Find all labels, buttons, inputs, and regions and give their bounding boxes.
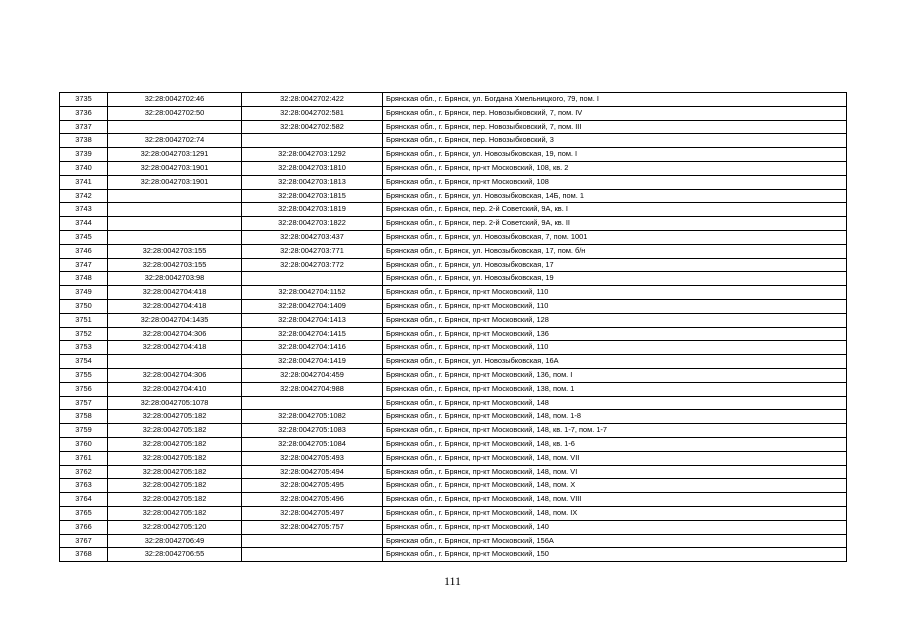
cadastral-number-cell: 32:28:0042705:182 xyxy=(108,493,242,507)
cadastral-number-2-cell: 32:28:0042703:772 xyxy=(242,258,383,272)
table-row xyxy=(60,368,847,382)
cadastral-number-2-cell: 32:28:0042705:1082 xyxy=(242,410,383,424)
row-number-cell: 3754 xyxy=(60,355,108,369)
table-row xyxy=(60,175,847,189)
table-row xyxy=(60,355,847,369)
address-cell: Брянская обл., г. Брянск, пр-кт Московский, 148, пом. 1-8 xyxy=(383,410,847,424)
cadastral-number-cell: 32:28:0042704:306 xyxy=(108,327,242,341)
cadastral-number-cell: 32:28:0042705:182 xyxy=(108,465,242,479)
row-number-cell: 3753 xyxy=(60,341,108,355)
table-row xyxy=(60,479,847,493)
address-cell: Брянская обл., г. Брянск, пр-кт Московский, 148, пом. IX xyxy=(383,506,847,520)
address-cell: Брянская обл., г. Брянск, пр-кт Московский, 148, кв. 1-7, пом. 1-7 xyxy=(383,424,847,438)
table-row xyxy=(60,451,847,465)
address-cell: Брянская обл., г. Брянск, пр-кт Московский, 148, пом. X xyxy=(383,479,847,493)
cadastral-number-cell: 32:28:0042703:155 xyxy=(108,244,242,258)
cadastral-number-2-cell: 32:28:0042704:988 xyxy=(242,382,383,396)
cadastral-number-2-cell xyxy=(242,534,383,548)
address-cell: Брянская обл., г. Брянск, пер. 2-й Советский, 9А, кв. I xyxy=(383,203,847,217)
cadastral-number-cell xyxy=(108,203,242,217)
table-row xyxy=(60,148,847,162)
cadastral-number-2-cell xyxy=(242,272,383,286)
address-cell: Брянская обл., г. Брянск, ул. Новозыбковская, 14Б, пом. 1 xyxy=(383,189,847,203)
address-cell: Брянская обл., г. Брянск, ул. Богдана Хмельницкого, 79, пом. I xyxy=(383,93,847,107)
address-cell: Брянская обл., г. Брянск, пр-кт Московский, 108 xyxy=(383,175,847,189)
cadastral-number-cell: 32:28:0042702:74 xyxy=(108,134,242,148)
cadastral-number-cell: 32:28:0042705:182 xyxy=(108,479,242,493)
cadastral-number-2-cell: 32:28:0042704:1413 xyxy=(242,313,383,327)
row-number-cell: 3735 xyxy=(60,93,108,107)
row-number-cell: 3742 xyxy=(60,189,108,203)
cadastral-number-cell: 32:28:0042704:306 xyxy=(108,368,242,382)
table-row xyxy=(60,286,847,300)
cadastral-number-cell: 32:28:0042703:1901 xyxy=(108,161,242,175)
row-number-cell: 3739 xyxy=(60,148,108,162)
row-number-cell: 3766 xyxy=(60,520,108,534)
cadastral-number-cell: 32:28:0042704:418 xyxy=(108,341,242,355)
table-body xyxy=(60,93,847,562)
address-cell: Брянская обл., г. Брянск, ул. Новозыбковская, 17, пом. б/н xyxy=(383,244,847,258)
page-number: 111 xyxy=(443,574,462,588)
row-number-cell: 3745 xyxy=(60,230,108,244)
cadastral-number-2-cell: 32:28:0042704:1152 xyxy=(242,286,383,300)
row-number-cell: 3752 xyxy=(60,327,108,341)
row-number-cell: 3761 xyxy=(60,451,108,465)
cadastral-number-2-cell: 32:28:0042704:1409 xyxy=(242,299,383,313)
cadastral-number-cell: 32:28:0042702:46 xyxy=(108,93,242,107)
row-number-cell: 3759 xyxy=(60,424,108,438)
property-table xyxy=(59,92,847,562)
address-cell: Брянская обл., г. Брянск, пр-кт Московский, 128 xyxy=(383,313,847,327)
table-row xyxy=(60,189,847,203)
cadastral-number-cell: 32:28:0042704:410 xyxy=(108,382,242,396)
address-cell: Брянская обл., г. Брянск, пр-кт Московский, 110 xyxy=(383,341,847,355)
address-cell: Брянская обл., г. Брянск, пр-кт Московский, 148 xyxy=(383,396,847,410)
row-number-cell: 3741 xyxy=(60,175,108,189)
address-cell: Брянская обл., г. Брянск, пр-кт Московский, 150 xyxy=(383,548,847,562)
cadastral-number-cell: 32:28:0042705:182 xyxy=(108,451,242,465)
cadastral-number-cell: 32:28:0042705:182 xyxy=(108,410,242,424)
cadastral-number-2-cell: 32:28:0042705:497 xyxy=(242,506,383,520)
table-row xyxy=(60,382,847,396)
cadastral-number-cell xyxy=(108,230,242,244)
table-row xyxy=(60,506,847,520)
row-number-cell: 3763 xyxy=(60,479,108,493)
cadastral-number-2-cell xyxy=(242,134,383,148)
address-cell: Брянская обл., г. Брянск, пер. Новозыбковский, 7, пом. IV xyxy=(383,106,847,120)
row-number-cell: 3757 xyxy=(60,396,108,410)
address-cell: Брянская обл., г. Брянск, ул. Новозыбковская, 19 xyxy=(383,272,847,286)
address-cell: Брянская обл., г. Брянск, ул. Новозыбковская, 7, пом. 1001 xyxy=(383,230,847,244)
cadastral-number-cell: 32:28:0042704:418 xyxy=(108,286,242,300)
address-cell: Брянская обл., г. Брянск, ул. Новозыбковская, 17 xyxy=(383,258,847,272)
cadastral-number-cell: 32:28:0042705:120 xyxy=(108,520,242,534)
cadastral-number-2-cell: 32:28:0042705:1084 xyxy=(242,437,383,451)
table-row xyxy=(60,327,847,341)
address-cell: Брянская обл., г. Брянск, пр-кт Московский, 138, пом. 1 xyxy=(383,382,847,396)
row-number-cell: 3748 xyxy=(60,272,108,286)
cadastral-number-cell xyxy=(108,217,242,231)
cadastral-number-cell: 32:28:0042704:418 xyxy=(108,299,242,313)
row-number-cell: 3768 xyxy=(60,548,108,562)
address-cell: Брянская обл., г. Брянск, пр-кт Московский, 110 xyxy=(383,299,847,313)
table-row xyxy=(60,437,847,451)
address-cell: Брянская обл., г. Брянск, ул. Новозыбковская, 16А xyxy=(383,355,847,369)
cadastral-number-cell: 32:28:0042703:98 xyxy=(108,272,242,286)
table-row xyxy=(60,410,847,424)
address-cell: Брянская обл., г. Брянск, пр-кт Московский, 136 xyxy=(383,327,847,341)
row-number-cell: 3740 xyxy=(60,161,108,175)
address-cell: Брянская обл., г. Брянск, пр-кт Московский, 148, пом. VIII xyxy=(383,493,847,507)
cadastral-number-2-cell: 32:28:0042704:1419 xyxy=(242,355,383,369)
cadastral-number-cell: 32:28:0042704:1435 xyxy=(108,313,242,327)
cadastral-number-2-cell: 32:28:0042703:1292 xyxy=(242,148,383,162)
cadastral-number-cell: 32:28:0042705:182 xyxy=(108,424,242,438)
row-number-cell: 3755 xyxy=(60,368,108,382)
cadastral-number-2-cell: 32:28:0042703:1819 xyxy=(242,203,383,217)
row-number-cell: 3751 xyxy=(60,313,108,327)
cadastral-number-2-cell: 32:28:0042703:1815 xyxy=(242,189,383,203)
table-row xyxy=(60,465,847,479)
table-row xyxy=(60,258,847,272)
cadastral-number-2-cell: 32:28:0042702:581 xyxy=(242,106,383,120)
cadastral-number-cell: 32:28:0042703:1291 xyxy=(108,148,242,162)
cadastral-number-cell xyxy=(108,189,242,203)
cadastral-number-cell xyxy=(108,120,242,134)
row-number-cell: 3749 xyxy=(60,286,108,300)
cadastral-number-2-cell: 32:28:0042705:496 xyxy=(242,493,383,507)
address-cell: Брянская обл., г. Брянск, пр-кт Московский, 148, пом. VI xyxy=(383,465,847,479)
address-cell: Брянская обл., г. Брянск, ул. Новозыбковская, 19, пом. I xyxy=(383,148,847,162)
cadastral-number-2-cell: 32:28:0042704:1415 xyxy=(242,327,383,341)
address-cell: Брянская обл., г. Брянск, пр-кт Московский, 136, пом. I xyxy=(383,368,847,382)
cadastral-number-2-cell: 32:28:0042703:437 xyxy=(242,230,383,244)
table-row xyxy=(60,244,847,258)
table-row xyxy=(60,203,847,217)
table-row xyxy=(60,134,847,148)
address-cell: Брянская обл., г. Брянск, пер. 2-й Советский, 9А, кв. II xyxy=(383,217,847,231)
row-number-cell: 3764 xyxy=(60,493,108,507)
cadastral-number-2-cell xyxy=(242,396,383,410)
table-row xyxy=(60,313,847,327)
table-row xyxy=(60,272,847,286)
table-row xyxy=(60,534,847,548)
cadastral-number-cell: 32:28:0042703:1901 xyxy=(108,175,242,189)
address-cell: Брянская обл., г. Брянск, пр-кт Московский, 140 xyxy=(383,520,847,534)
row-number-cell: 3738 xyxy=(60,134,108,148)
row-number-cell: 3762 xyxy=(60,465,108,479)
table-row xyxy=(60,93,847,107)
table-row xyxy=(60,161,847,175)
cadastral-number-2-cell: 32:28:0042703:1813 xyxy=(242,175,383,189)
table-row xyxy=(60,493,847,507)
table-row xyxy=(60,230,847,244)
address-cell: Брянская обл., г. Брянск, пр-кт Московский, 110 xyxy=(383,286,847,300)
row-number-cell: 3736 xyxy=(60,106,108,120)
address-cell: Брянская обл., г. Брянск, пр-кт Московский, 108, кв. 2 xyxy=(383,161,847,175)
table-row xyxy=(60,299,847,313)
cadastral-number-cell xyxy=(108,355,242,369)
cadastral-number-2-cell: 32:28:0042705:495 xyxy=(242,479,383,493)
table-row xyxy=(60,341,847,355)
cadastral-number-cell: 32:28:0042705:182 xyxy=(108,437,242,451)
table-row xyxy=(60,120,847,134)
cadastral-number-cell: 32:28:0042706:49 xyxy=(108,534,242,548)
row-number-cell: 3765 xyxy=(60,506,108,520)
table-row xyxy=(60,106,847,120)
cadastral-number-2-cell: 32:28:0042705:1083 xyxy=(242,424,383,438)
row-number-cell: 3747 xyxy=(60,258,108,272)
cadastral-number-cell: 32:28:0042703:155 xyxy=(108,258,242,272)
cadastral-number-2-cell: 32:28:0042705:494 xyxy=(242,465,383,479)
row-number-cell: 3758 xyxy=(60,410,108,424)
cadastral-number-2-cell xyxy=(242,548,383,562)
cadastral-number-cell: 32:28:0042705:1078 xyxy=(108,396,242,410)
cadastral-number-2-cell: 32:28:0042703:1810 xyxy=(242,161,383,175)
cadastral-number-2-cell: 32:28:0042705:493 xyxy=(242,451,383,465)
address-cell: Брянская обл., г. Брянск, пр-кт Московский, 156А xyxy=(383,534,847,548)
cadastral-number-2-cell: 32:28:0042703:771 xyxy=(242,244,383,258)
cadastral-number-2-cell: 32:28:0042703:1822 xyxy=(242,217,383,231)
cadastral-number-cell: 32:28:0042706:55 xyxy=(108,548,242,562)
row-number-cell: 3744 xyxy=(60,217,108,231)
cadastral-number-2-cell: 32:28:0042704:1416 xyxy=(242,341,383,355)
cadastral-number-cell: 32:28:0042702:50 xyxy=(108,106,242,120)
row-number-cell: 3737 xyxy=(60,120,108,134)
cadastral-number-2-cell: 32:28:0042702:422 xyxy=(242,93,383,107)
cadastral-number-2-cell: 32:28:0042704:459 xyxy=(242,368,383,382)
row-number-cell: 3756 xyxy=(60,382,108,396)
cadastral-number-2-cell: 32:28:0042705:757 xyxy=(242,520,383,534)
table-row xyxy=(60,217,847,231)
row-number-cell: 3746 xyxy=(60,244,108,258)
table-row xyxy=(60,548,847,562)
table-row xyxy=(60,424,847,438)
address-cell: Брянская обл., г. Брянск, пер. Новозыбковский, 7, пом. III xyxy=(383,120,847,134)
cadastral-number-cell: 32:28:0042705:182 xyxy=(108,506,242,520)
table-row xyxy=(60,520,847,534)
row-number-cell: 3760 xyxy=(60,437,108,451)
row-number-cell: 3767 xyxy=(60,534,108,548)
table-row xyxy=(60,396,847,410)
cadastral-number-2-cell: 32:28:0042702:582 xyxy=(242,120,383,134)
address-cell: Брянская обл., г. Брянск, пер. Новозыбковский, 3 xyxy=(383,134,847,148)
row-number-cell: 3750 xyxy=(60,299,108,313)
row-number-cell: 3743 xyxy=(60,203,108,217)
address-cell: Брянская обл., г. Брянск, пр-кт Московский, 148, кв. 1-6 xyxy=(383,437,847,451)
address-cell: Брянская обл., г. Брянск, пр-кт Московский, 148, пом. VII xyxy=(383,451,847,465)
